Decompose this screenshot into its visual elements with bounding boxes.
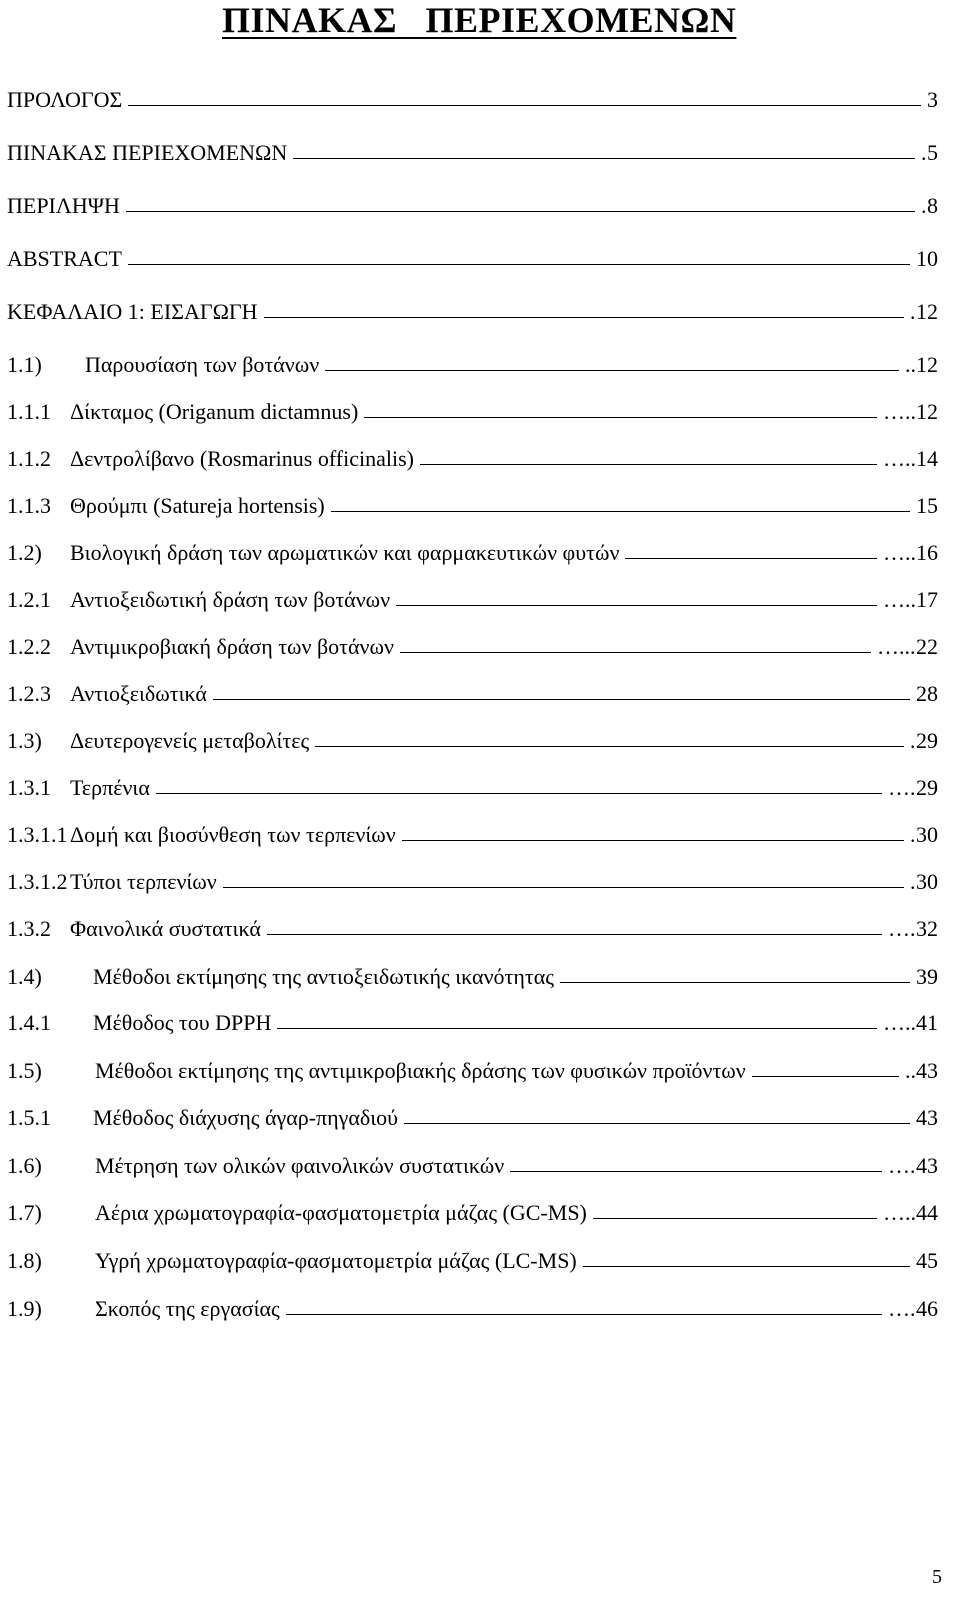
- toc-leader-line: [396, 583, 877, 606]
- toc-entry-dots: ….: [888, 916, 916, 941]
- toc-leader-line: [752, 1054, 899, 1077]
- toc-entry-number: 1.3.1.1: [7, 822, 68, 847]
- toc-entry-dots: .: [921, 193, 927, 218]
- toc-entry-page: 22: [916, 634, 938, 659]
- toc-entry-label: ΠΙΝΑΚΑΣ ΠΕΡΙΕΧΟΜΕΝΩΝ: [7, 140, 288, 165]
- toc-entry-page: 3: [927, 87, 938, 112]
- toc-entry-page: 10: [916, 246, 938, 271]
- toc-entry[interactable]: [0, 1006, 960, 1040]
- toc-entry-number: 1.5.1: [7, 1105, 51, 1130]
- toc-leader-line: [402, 818, 904, 841]
- page-number: 5: [932, 1566, 942, 1588]
- toc-entry-label: Τύποι τερπενίων: [70, 869, 217, 894]
- toc-entry-page: 30: [916, 822, 938, 847]
- toc-entry-page: 44: [916, 1200, 938, 1225]
- toc-entry[interactable]: [0, 136, 960, 170]
- toc-entry-label: ABSTRACT: [7, 246, 122, 271]
- toc-entry-label: Φαινολικά συστατικά: [70, 916, 261, 941]
- toc-leader-line: [364, 395, 877, 418]
- toc-entry[interactable]: [0, 395, 960, 429]
- toc-entry-label: Δίκταμος (Origanum dictamnus): [70, 399, 359, 424]
- toc-leader-line: [560, 960, 910, 983]
- toc-entry[interactable]: [0, 1054, 960, 1088]
- toc-entry[interactable]: [0, 295, 960, 329]
- toc-entry-label: Μέθοδοι εκτίμησης της αντιμικροβιακής δράσης των φυσικών προϊόντων: [95, 1058, 746, 1083]
- toc-entry-dots: …..: [883, 587, 916, 612]
- toc-entry-page: 30: [916, 869, 938, 894]
- toc-leader-line: [264, 295, 904, 318]
- toc-entry[interactable]: [0, 83, 960, 117]
- toc-entry-number: 1.8): [7, 1248, 42, 1273]
- toc-entry-page: 15: [916, 493, 938, 518]
- toc-leader-line: [583, 1244, 910, 1267]
- toc-entry-dots: ..: [905, 1058, 916, 1083]
- toc-entry-page: 5: [927, 140, 938, 165]
- toc-entry[interactable]: [0, 536, 960, 570]
- toc-entry-page: 16: [916, 540, 938, 565]
- toc-entry-label: Αντιοξειδωτικά: [70, 681, 207, 706]
- toc-entry-dots: …..: [883, 1010, 916, 1035]
- toc-entry[interactable]: [0, 242, 960, 276]
- toc-leader-line: [223, 865, 904, 888]
- toc-entry-page: 14: [916, 446, 938, 471]
- toc-entry-label: Βιολογική δράση των αρωματικών και φαρμακευτικών φυτών: [70, 540, 620, 565]
- toc-entry-number: 1.3.1.2: [7, 869, 68, 894]
- toc-entry-number: 1.1): [7, 352, 42, 377]
- toc-entry-number: 1.3): [7, 728, 42, 753]
- toc-entry-page: 17: [916, 587, 938, 612]
- toc-leader-line: [404, 1101, 910, 1124]
- toc-entry-label: ΠΡΟΛΟΓΟΣ: [7, 87, 123, 112]
- toc-entry-label: Θρούμπι (Satureja hortensis): [70, 493, 325, 518]
- toc-entry-dots: …..: [883, 1200, 916, 1225]
- toc-leader-line: [128, 83, 921, 106]
- toc-entry-dots: ….: [888, 1296, 916, 1321]
- toc-entry-label: Δομή και βιοσύνθεση των τερπενίων: [70, 822, 396, 847]
- toc-leader-line: [126, 189, 915, 212]
- toc-entry-label: Μέθοδος του DPPH: [93, 1010, 272, 1035]
- toc-leader-line: [400, 630, 871, 653]
- toc-entry-label: Μέθοδοι εκτίμησης της αντιοξειδωτικής ικανότητας: [93, 964, 554, 989]
- toc-leader-line: [331, 489, 910, 512]
- toc-entry-number: 1.2.3: [7, 681, 51, 706]
- toc-entry-page: 28: [916, 681, 938, 706]
- toc-entry[interactable]: [0, 442, 960, 476]
- toc-entry-dots: .: [910, 869, 916, 894]
- toc-entry-page: 43: [916, 1153, 938, 1178]
- toc-leader-line: [277, 1006, 877, 1029]
- toc-leader-line: [315, 724, 904, 747]
- toc-entry-number: 1.1.3: [7, 493, 51, 518]
- toc-entry[interactable]: [0, 771, 960, 805]
- toc-entry-label: Μέθοδος διάχυσης άγαρ-πηγαδιού: [93, 1105, 399, 1130]
- toc-entry-page: 12: [916, 299, 938, 324]
- toc-entry-label: ΚΕΦΑΛΑΙΟ 1: ΕΙΣΑΓΩΓΗ: [7, 299, 258, 324]
- toc-entry[interactable]: [0, 1244, 960, 1278]
- toc-entry-number: 1.4): [7, 964, 42, 989]
- toc-entry[interactable]: [0, 1196, 960, 1230]
- toc-entry-page: 41: [916, 1010, 938, 1035]
- toc-entry-number: 1.2.2: [7, 634, 51, 659]
- toc-entry[interactable]: [0, 489, 960, 523]
- toc-entry-number: 1.2): [7, 540, 42, 565]
- toc-entry-dots: ….: [888, 775, 916, 800]
- toc-leader-line: [593, 1196, 877, 1219]
- toc-entry-label: Υγρή χρωματογραφία-φασματομετρία μάζας (LC-MS): [95, 1248, 577, 1273]
- toc-entry[interactable]: [0, 189, 960, 223]
- toc-entry-label: ΠΕΡΙΛΗΨΗ: [7, 193, 120, 218]
- toc-entry-page: 12: [916, 399, 938, 424]
- toc-entry-number: 1.9): [7, 1296, 42, 1321]
- toc-entry-number: 1.7): [7, 1200, 42, 1225]
- toc-entry-dots: …..: [883, 540, 916, 565]
- toc-leader-line: [325, 348, 899, 371]
- toc-entry-page: 43: [916, 1105, 938, 1130]
- toc-entry[interactable]: [0, 1149, 960, 1183]
- toc-entry-page: 29: [916, 728, 938, 753]
- toc-entry-number: 1.3.1: [7, 775, 51, 800]
- toc-entry[interactable]: [0, 583, 960, 617]
- toc-entry-number: 1.5): [7, 1058, 42, 1083]
- toc-entry-dots: …..: [883, 399, 916, 424]
- toc-entry[interactable]: [0, 724, 960, 758]
- toc-entry-dots: .: [910, 822, 916, 847]
- toc-entry-page: 8: [927, 193, 938, 218]
- toc-leader-line: [156, 771, 882, 794]
- toc-entry-number: 1.2.1: [7, 587, 51, 612]
- toc-entry[interactable]: [0, 1101, 960, 1135]
- toc-entry-page: 12: [916, 352, 938, 377]
- toc-entry-label: Δεντρολίβανο (Rosmarinus officinalis): [70, 446, 414, 471]
- toc-entry-dots: …..: [883, 446, 916, 471]
- toc-entry-label: Αέρια χρωματογραφία-φασματομετρία μάζας (GC-MS): [95, 1200, 587, 1225]
- toc-entry[interactable]: [0, 818, 960, 852]
- toc-leader-line: [625, 536, 877, 559]
- page-title: ΠΙΝΑΚΑΣ ΠΕΡΙΕΧΟΜΕΝΩΝ: [222, 0, 737, 40]
- toc-entry-label: Παρουσίαση των βοτάνων: [85, 352, 320, 377]
- toc-entry-number: 1.1.2: [7, 446, 51, 471]
- toc-entry-page: 39: [916, 964, 938, 989]
- toc-entry-page: 46: [916, 1296, 938, 1321]
- toc-entry-label: Αντιμικροβιακή δράση των βοτάνων: [70, 634, 394, 659]
- toc-entry-number: 1.4.1: [7, 1010, 51, 1035]
- toc-leader-line: [293, 136, 915, 159]
- toc-entry-label: Τερπένια: [70, 775, 150, 800]
- toc-entry-number: 1.3.2: [7, 916, 51, 941]
- toc-leader-line: [420, 442, 877, 465]
- toc-entry-dots: .: [910, 728, 916, 753]
- toc-leader-line: [128, 242, 910, 265]
- toc-entry-dots: .: [910, 299, 916, 324]
- toc-entry-dots: .: [921, 140, 927, 165]
- toc-leader-line: [213, 677, 910, 700]
- toc-entry[interactable]: [0, 348, 960, 382]
- toc-entry[interactable]: [0, 865, 960, 899]
- toc-entry-page: 29: [916, 775, 938, 800]
- toc-entry-dots: …...: [877, 634, 916, 659]
- toc-entry-page: 32: [916, 916, 938, 941]
- toc-entry[interactable]: [0, 677, 960, 711]
- toc-leader-line: [267, 912, 882, 935]
- toc-entry-number: 1.1.1: [7, 399, 51, 424]
- toc-entry[interactable]: [0, 1292, 960, 1326]
- toc-entry-number: 1.6): [7, 1153, 42, 1178]
- toc-entry-page: 43: [916, 1058, 938, 1083]
- toc-entry-page: 45: [916, 1248, 938, 1273]
- toc-entry-dots: ..: [905, 352, 916, 377]
- toc-entry[interactable]: [0, 630, 960, 664]
- toc-entry-label: Σκοπός της εργασίας: [95, 1296, 280, 1321]
- toc-entry[interactable]: [0, 912, 960, 946]
- toc-entry-label: Αντιοξειδωτική δράση των βοτάνων: [70, 587, 391, 612]
- toc-entry-dots: ….: [888, 1153, 916, 1178]
- toc-entry[interactable]: [0, 960, 960, 994]
- toc-leader-line: [286, 1292, 882, 1315]
- toc-entry-label: Δευτερογενείς μεταβολίτες: [70, 728, 310, 753]
- toc-leader-line: [510, 1149, 882, 1172]
- toc-entry-label: Μέτρηση των ολικών φαινολικών συστατικών: [95, 1153, 505, 1178]
